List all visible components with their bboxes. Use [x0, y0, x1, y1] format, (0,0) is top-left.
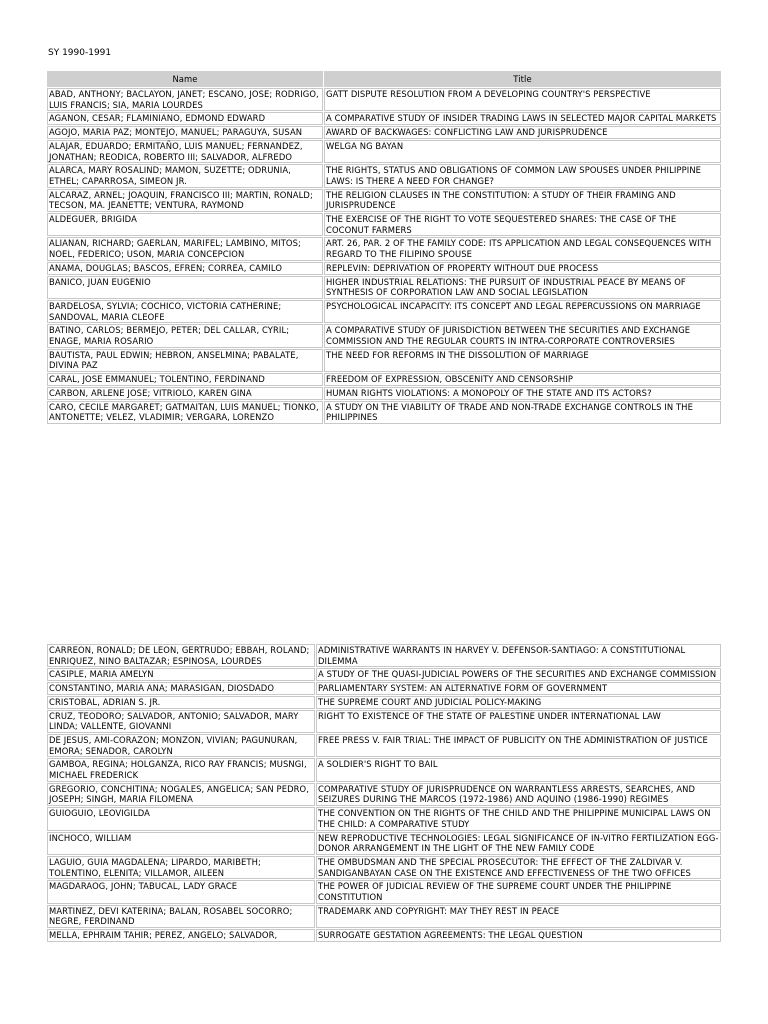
table-row — [47, 401, 721, 424]
table-row — [47, 140, 721, 163]
thesis-title-cell: PSYCHOLOGICAL INCAPACITY: ITS CONCEPT AND LEGAL REPERCUSSIONS ON MARRIAGE — [324, 300, 721, 323]
thesis-title-cell: NEW REPRODUCTIVE TECHNOLOGIES: LEGAL SIGNIFICANCE OF IN-VITRO FERTILIZATION EGG-DONOR ARRANGEMENT IN THE LIGHT OF THE NEW FAMILY CODE — [316, 832, 721, 855]
table-row — [47, 807, 721, 830]
table-row — [47, 644, 721, 667]
author-names-cell: GUIOGUIO, LEOVIGILDA — [47, 807, 315, 830]
table-row — [47, 682, 721, 695]
author-names-cell: ALDEGUER, BRIGIDA — [47, 213, 323, 236]
thesis-title-cell: TRADEMARK AND COPYRIGHT: MAY THEY REST IN PEACE — [316, 905, 721, 928]
thesis-title-cell: THE OMBUDSMAN AND THE SPECIAL PROSECUTOR: THE EFFECT OF THE ZALDIVAR V. SANDIGANBAYAN CASE ON THE EXISTENCE AND EFFECTIVENESS OF THE TWO OFFICES — [316, 856, 721, 879]
thesis-title-cell: AWARD OF BACKWAGES: CONFLICTING LAW AND JURISPRUDENCE — [324, 126, 721, 139]
table-row — [47, 213, 721, 236]
table-row — [47, 276, 721, 299]
table-row — [47, 387, 721, 400]
table-row — [47, 262, 721, 275]
author-names-cell: INCHOCO, WILLIAM — [47, 832, 315, 855]
thesis-title-cell: COMPARATIVE STUDY OF JURISPRUDENCE ON WARRANTLESS ARRESTS, SEARCHES, AND SEIZURES DURING THE MARCOS (1972-1986) AND AQUINO (1986-1990) REGIMES — [316, 783, 721, 806]
thesis-title-cell: THE SUPREME COURT AND JUDICIAL POLICY-MAKING — [316, 696, 721, 709]
author-names-cell: ABAD, ANTHONY; BACLAYON, JANET; ESCANO, JOSE; RODRIGO, LUIS FRANCIS; SIA, MARIA LOURDES — [47, 88, 323, 111]
thesis-title-cell: THE NEED FOR REFORMS IN THE DISSOLUTION OF MARRIAGE — [324, 349, 721, 372]
author-names-cell: MAGDARAOG, JOHN; TABUCAL, LADY GRACE — [47, 880, 315, 903]
author-names-cell: CRUZ, TEODORO; SALVADOR, ANTONIO; SALVADOR, MARY LINDA; VALLENTE, GIOVANNI — [47, 710, 315, 733]
table-header-row — [47, 71, 721, 87]
table-row — [47, 373, 721, 386]
author-names-cell: BATINO, CARLOS; BERMEJO, PETER; DEL CALLAR, CYRIL; ENAGE, MARIA ROSARIO — [47, 324, 323, 347]
author-names-cell: BANICO, JUAN EUGENIO — [47, 276, 323, 299]
author-names-cell: ALIANAN, RICHARD; GAERLAN, MARIFEL; LAMBINO, MITOS; NOEL, FEDERICO; USON, MARIA CONCEPCION — [47, 237, 323, 260]
table-row — [47, 112, 721, 125]
table-row — [47, 300, 721, 323]
table-row — [47, 88, 721, 111]
author-names-cell: BAUTISTA, PAUL EDWIN; HEBRON, ANSELMINA; PABALATE, DIVINA PAZ — [47, 349, 323, 372]
author-names-cell: CARBON, ARLENE JOSE; VITRIOLO, KAREN GINA — [47, 387, 323, 400]
thesis-title-cell: THE CONVENTION ON THE RIGHTS OF THE CHILD AND THE PHILIPPINE MUNICIPAL LAWS ON THE CHILD: A COMPARATIVE STUDY — [316, 807, 721, 830]
table-row — [47, 758, 721, 781]
author-names-cell: CASIPLE, MARIA AMELYN — [47, 668, 315, 681]
table-row — [47, 905, 721, 928]
author-names-cell: ALAJAR, EDUARDO; ERMITAÑO, LUIS MANUEL; FERNANDEZ, JONATHAN; REODICA, ROBERTO III; SALVADOR, ALFREDO — [47, 140, 323, 163]
author-names-cell: CARO, CECILE MARGARET; GATMAITAN, LUIS MANUEL; TIONKO, ANTONETTE; VELEZ, VLADIMIR; VERGARA, LORENZO — [47, 401, 323, 424]
author-names-cell: CARAL, JOSE EMMANUEL; TOLENTINO, FERDINAND — [47, 373, 323, 386]
thesis-title-cell: ADMINISTRATIVE WARRANTS IN HARVEY V. DEFENSOR-SANTIAGO: A CONSTITUTIONAL DILEMMA — [316, 644, 721, 667]
author-names-cell: CONSTANTINO, MARIA ANA; MARASIGAN, DIOSDADO — [47, 682, 315, 695]
author-names-cell: AGOJO, MARIA PAZ; MONTEJO, MANUEL; PARAGUYA, SUSAN — [47, 126, 323, 139]
author-names-cell: MELLA, EPHRAIM TAHIR; PEREZ, ANGELO; SALVADOR, — [47, 929, 315, 942]
thesis-title-cell: THE EXERCISE OF THE RIGHT TO VOTE SEQUESTERED SHARES: THE CASE OF THE COCONUT FARMERS — [324, 213, 721, 236]
thesis-title-cell: SURROGATE GESTATION AGREEMENTS: THE LEGAL QUESTION — [316, 929, 721, 942]
thesis-title-cell: WELGA NG BAYAN — [324, 140, 721, 163]
school-year-heading: SY 1990-1991 — [48, 48, 112, 58]
table-row — [47, 856, 721, 879]
author-names-cell: ALARCA, MARY ROSALIND; MAMON, SUZETTE; ODRUNIA, ETHEL; CAPARROSA, SIMEON JR. — [47, 164, 323, 187]
table-row — [47, 710, 721, 733]
thesis-title-cell: A STUDY ON THE VIABILITY OF TRADE AND NON-TRADE EXCHANGE CONTROLS IN THE PHILIPPINES — [324, 401, 721, 424]
thesis-title-cell: ART. 26, PAR. 2 OF THE FAMILY CODE: ITS APPLICATION AND LEGAL CONSEQUENCES WITH REGARD TO THE FILIPINO SPOUSE — [324, 237, 721, 260]
thesis-title-cell: THE RIGHTS, STATUS AND OBLIGATIONS OF COMMON LAW SPOUSES UNDER PHILIPPINE LAWS: IS THERE A NEED FOR CHANGE? — [324, 164, 721, 187]
table-row — [47, 929, 721, 942]
table-row — [47, 783, 721, 806]
author-names-cell: GREGORIO, CONCHITINA; NOGALES, ANGELICA; SAN PEDRO, JOSEPH; SINGH, MARIA FILOMENA — [47, 783, 315, 806]
thesis-title-cell: FREEDOM OF EXPRESSION, OBSCENITY AND CENSORSHIP — [324, 373, 721, 386]
table-row — [47, 189, 721, 212]
author-names-cell: GAMBOA, REGINA; HOLGANZA, RICO RAY FRANCIS; MUSNGI, MICHAEL FREDERICK — [47, 758, 315, 781]
thesis-title-cell: A COMPARATIVE STUDY OF INSIDER TRADING LAWS IN SELECTED MAJOR CAPITAL MARKETS — [324, 112, 721, 125]
thesis-title-cell: A COMPARATIVE STUDY OF JURISDICTION BETWEEN THE SECURITIES AND EXCHANGE COMMISSION AND THE REGULAR COURTS IN INTRA-CORPORATE CONTROVERSIES — [324, 324, 721, 347]
table-row — [47, 734, 721, 757]
theses-table-2 — [46, 643, 722, 943]
thesis-title-cell: A STUDY OF THE QUASI-JUDICIAL POWERS OF THE SECURITIES AND EXCHANGE COMMISSION — [316, 668, 721, 681]
thesis-title-cell: GATT DISPUTE RESOLUTION FROM A DEVELOPING COUNTRY'S PERSPECTIVE — [324, 88, 721, 111]
table-row — [47, 237, 721, 260]
author-names-cell: AGANON, CESAR; FLAMINIANO, EDMOND EDWARD — [47, 112, 323, 125]
table-row — [47, 696, 721, 709]
author-names-cell: LAGUIO, GUIA MAGDALENA; LIPARDO, MARIBETH; TOLENTINO, ELENITA; VILLAMOR, AILEEN — [47, 856, 315, 879]
theses-table-1 — [46, 70, 722, 425]
thesis-title-cell: A SOLDIER'S RIGHT TO BAIL — [316, 758, 721, 781]
thesis-title-cell: HUMAN RIGHTS VIOLATIONS: A MONOPOLY OF THE STATE AND ITS ACTORS? — [324, 387, 721, 400]
author-names-cell: ANAMA, DOUGLAS; BASCOS, EFREN; CORREA, CAMILO — [47, 262, 323, 275]
table-row — [47, 349, 721, 372]
thesis-title-cell: FREE PRESS V. FAIR TRIAL: THE IMPACT OF PUBLICITY ON THE ADMINISTRATION OF JUSTICE — [316, 734, 721, 757]
thesis-title-cell: THE POWER OF JUDICIAL REVIEW OF THE SUPREME COURT UNDER THE PHILIPPINE CONSTITUTION — [316, 880, 721, 903]
table-row — [47, 668, 721, 681]
table-row — [47, 324, 721, 347]
thesis-title-cell: HIGHER INDUSTRIAL RELATIONS: THE PURSUIT OF INDUSTRIAL PEACE BY MEANS OF SYNTHESIS OF CORPORATION LAW AND SOCIAL LEGISLATION — [324, 276, 721, 299]
table-row — [47, 164, 721, 187]
column-header-name: Name — [47, 71, 323, 87]
table-row — [47, 832, 721, 855]
thesis-title-cell: THE RELIGION CLAUSES IN THE CONSTITUTION: A STUDY OF THEIR FRAMING AND JURISPRUDENCE — [324, 189, 721, 212]
author-names-cell: CARREON, RONALD; DE LEON, GERTRUDO; EBBAH, ROLAND; ENRIQUEZ, NINO BALTAZAR; ESPINOSA, LOURDES — [47, 644, 315, 667]
column-header-title: Title — [324, 71, 721, 87]
thesis-title-cell: PARLIAMENTARY SYSTEM: AN ALTERNATIVE FORM OF GOVERNMENT — [316, 682, 721, 695]
author-names-cell: ALCARAZ, ARNEL; JOAQUIN, FRANCISCO III; MARTIN, RONALD; TECSON, MA. JEANETTE; VENTURA, RAYMOND — [47, 189, 323, 212]
author-names-cell: DE JESUS, AMI-CORAZON; MONZON, VIVIAN; PAGUNURAN, EMORA; SENADOR, CAROLYN — [47, 734, 315, 757]
author-names-cell: BARDELOSA, SYLVIA; COCHICO, VICTORIA CATHERINE; SANDOVAL, MARIA CLEOFE — [47, 300, 323, 323]
author-names-cell: CRISTOBAL, ADRIAN S. JR. — [47, 696, 315, 709]
thesis-title-cell: RIGHT TO EXISTENCE OF THE STATE OF PALESTINE UNDER INTERNATIONAL LAW — [316, 710, 721, 733]
author-names-cell: MARTINEZ, DEVI KATERINA; BALAN, ROSABEL SOCORRO; NEGRE, FERDINAND — [47, 905, 315, 928]
thesis-title-cell: REPLEVIN: DEPRIVATION OF PROPERTY WITHOUT DUE PROCESS — [324, 262, 721, 275]
table-row — [47, 880, 721, 903]
table-row — [47, 126, 721, 139]
